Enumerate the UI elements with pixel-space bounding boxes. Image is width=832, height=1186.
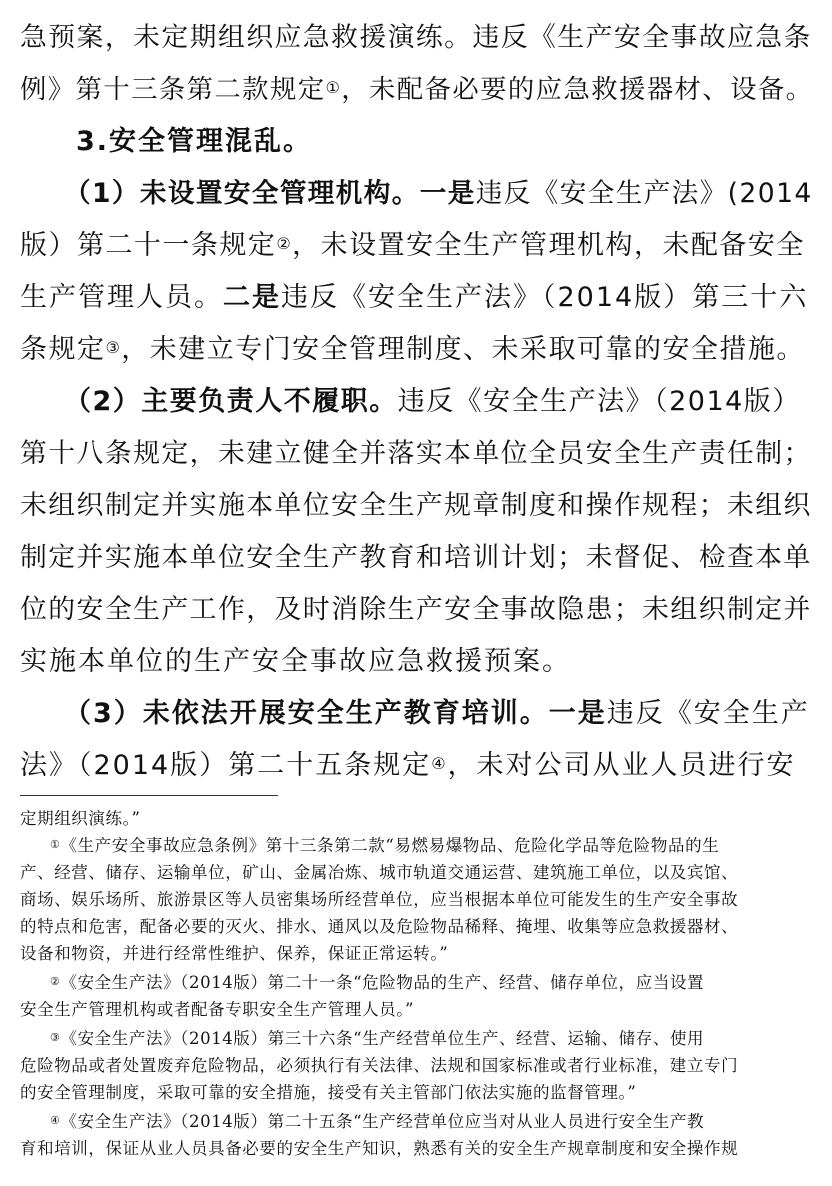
footnote-line: 安全生产管理机构或者配备专职安全生产管理人员。” <box>20 1000 415 1019</box>
footnote-line: 危险物品或者处置废弃危险物品，必须执行有关法律、法规和国家标准或者行业标准，建立专门 <box>20 1056 739 1075</box>
footnote-text: 《安全生产法》（2014版）第三十六条“生产经营单位生产、经营、运输、储存、使用 <box>60 1029 705 1048</box>
line-text: 例》第十三条第二款规定 <box>20 75 326 105</box>
footnote-marker: ② <box>276 234 293 253</box>
footnote-number: ① <box>50 838 61 851</box>
footnote-number: ④ <box>50 1114 61 1127</box>
footnote-number: ③ <box>50 1031 61 1044</box>
line-text: 条规定 <box>20 334 106 365</box>
line-text: 违反《安全生产法》(2014 <box>475 178 813 209</box>
line-text: 版）第二十一条规定 <box>20 230 277 261</box>
bold-heading-text: （1）未设置安全管理机构。一是 <box>64 178 476 209</box>
footnote-text: 《安全生产法》（2014版）第二十一条“危险物品的生产、经营、储存单位，应当设置 <box>60 973 705 992</box>
paragraph-line <box>20 64 813 116</box>
line-text: ，未设置安全生产管理机构，未配备安全 <box>292 230 805 261</box>
line-text: 违反《安全生产法》（2014版）第三十六 <box>281 282 809 313</box>
line-text: 违反《安全生产 <box>606 698 810 729</box>
bold-heading-text: 二是 <box>223 282 281 313</box>
footnote-marker: ③ <box>105 338 122 357</box>
footnote-text: 《生产安全事故应急条例》第十三条第二款“易燃易爆物品、危险化学品等危险物品的生 <box>60 836 720 855</box>
footnote-line <box>50 1109 704 1136</box>
line-text: ，未建立专门安全管理制度、未采取可靠的安全措施。 <box>121 334 805 365</box>
bold-heading-text: （2）主要负责人不履职。 <box>64 386 398 417</box>
footnote-number: ② <box>50 975 61 988</box>
bold-heading-text: （3）未依法开展安全生产教育培训。一是 <box>64 698 607 729</box>
line-text: 生产管理人员。 <box>20 282 223 313</box>
paragraph-line: 未组织制定并实施本单位安全生产规章制度和操作规程；未组织 <box>20 490 812 521</box>
footnote-line <box>50 1026 704 1053</box>
footnote-line <box>50 833 719 860</box>
footnote-line: 定期组织演练。” <box>20 809 141 828</box>
footnote-line: 商场、娱乐场所、旅游景区等人员密集场所经营单位，应当根据本单位可能发生的生产安全事故 <box>20 890 739 909</box>
paragraph-line: 位的安全生产工作，及时消除生产安全事故隐患；未组织制定并 <box>20 594 812 625</box>
footnote-marker: ④ <box>431 754 448 773</box>
paragraph-line <box>64 168 813 220</box>
paragraph-line: 第十八条规定，未建立健全并落实本单位全员安全生产责任制； <box>20 438 812 469</box>
paragraph-line <box>20 740 796 792</box>
paragraph-line: 制定并实施本单位安全生产教育和培训计划；未督促、检查本单 <box>20 542 812 573</box>
paragraph-line <box>20 272 808 324</box>
line-text: 急预案，未定期组织应急救援演练。违反《生产安全事故应急条 <box>20 22 812 53</box>
footnote-line: 育和培训，保证从业人员具备必要的安全生产知识，熟悉有关的安全生产规章制度和安全操作规 <box>20 1139 739 1158</box>
line-text: ，未配备必要的应急救援器材、设备。 <box>341 75 814 105</box>
footnote-separator <box>20 795 278 796</box>
footnote-marker: ① <box>325 78 342 97</box>
line-text: 违反《安全生产法》（2014版） <box>397 386 801 417</box>
paragraph-line: 实施本单位的生产安全事故应急救援预案。 <box>20 646 571 677</box>
footnote-line: 设备和物资，并进行经常性维护、保养，保证正常运转。” <box>20 944 449 963</box>
paragraph-line <box>64 376 801 428</box>
section-heading: 3.安全管理混乱。 <box>76 126 313 157</box>
paragraph-line <box>20 220 805 272</box>
footnote-line: 的安全管理制度，采取可靠的安全措施，接受有关主管部门依法实施的监督管理。” <box>20 1083 637 1102</box>
paragraph-line <box>20 324 805 376</box>
footnote-text: 《安全生产法》（2014版）第二十五条“生产经营单位应当对从业人员进行安全生产教 <box>60 1112 705 1131</box>
footnote-line: 产、经营、储存、运输单位，矿山、金属冶炼、城市轨道交通运营、建筑施工单位，以及宾馆、 <box>20 863 739 882</box>
paragraph-line <box>64 688 810 740</box>
line-text: 法》（2014版）第二十五条规定 <box>20 750 432 781</box>
paragraph-line <box>20 12 812 64</box>
line-text: ，未对公司从业人员进行安 <box>447 750 796 781</box>
footnote-line <box>50 970 704 997</box>
footnote-line: 的特点和危害，配备必要的灭火、排水、通风以及危险物品稀释、掩埋、收集等应急救援器材、 <box>20 917 739 936</box>
